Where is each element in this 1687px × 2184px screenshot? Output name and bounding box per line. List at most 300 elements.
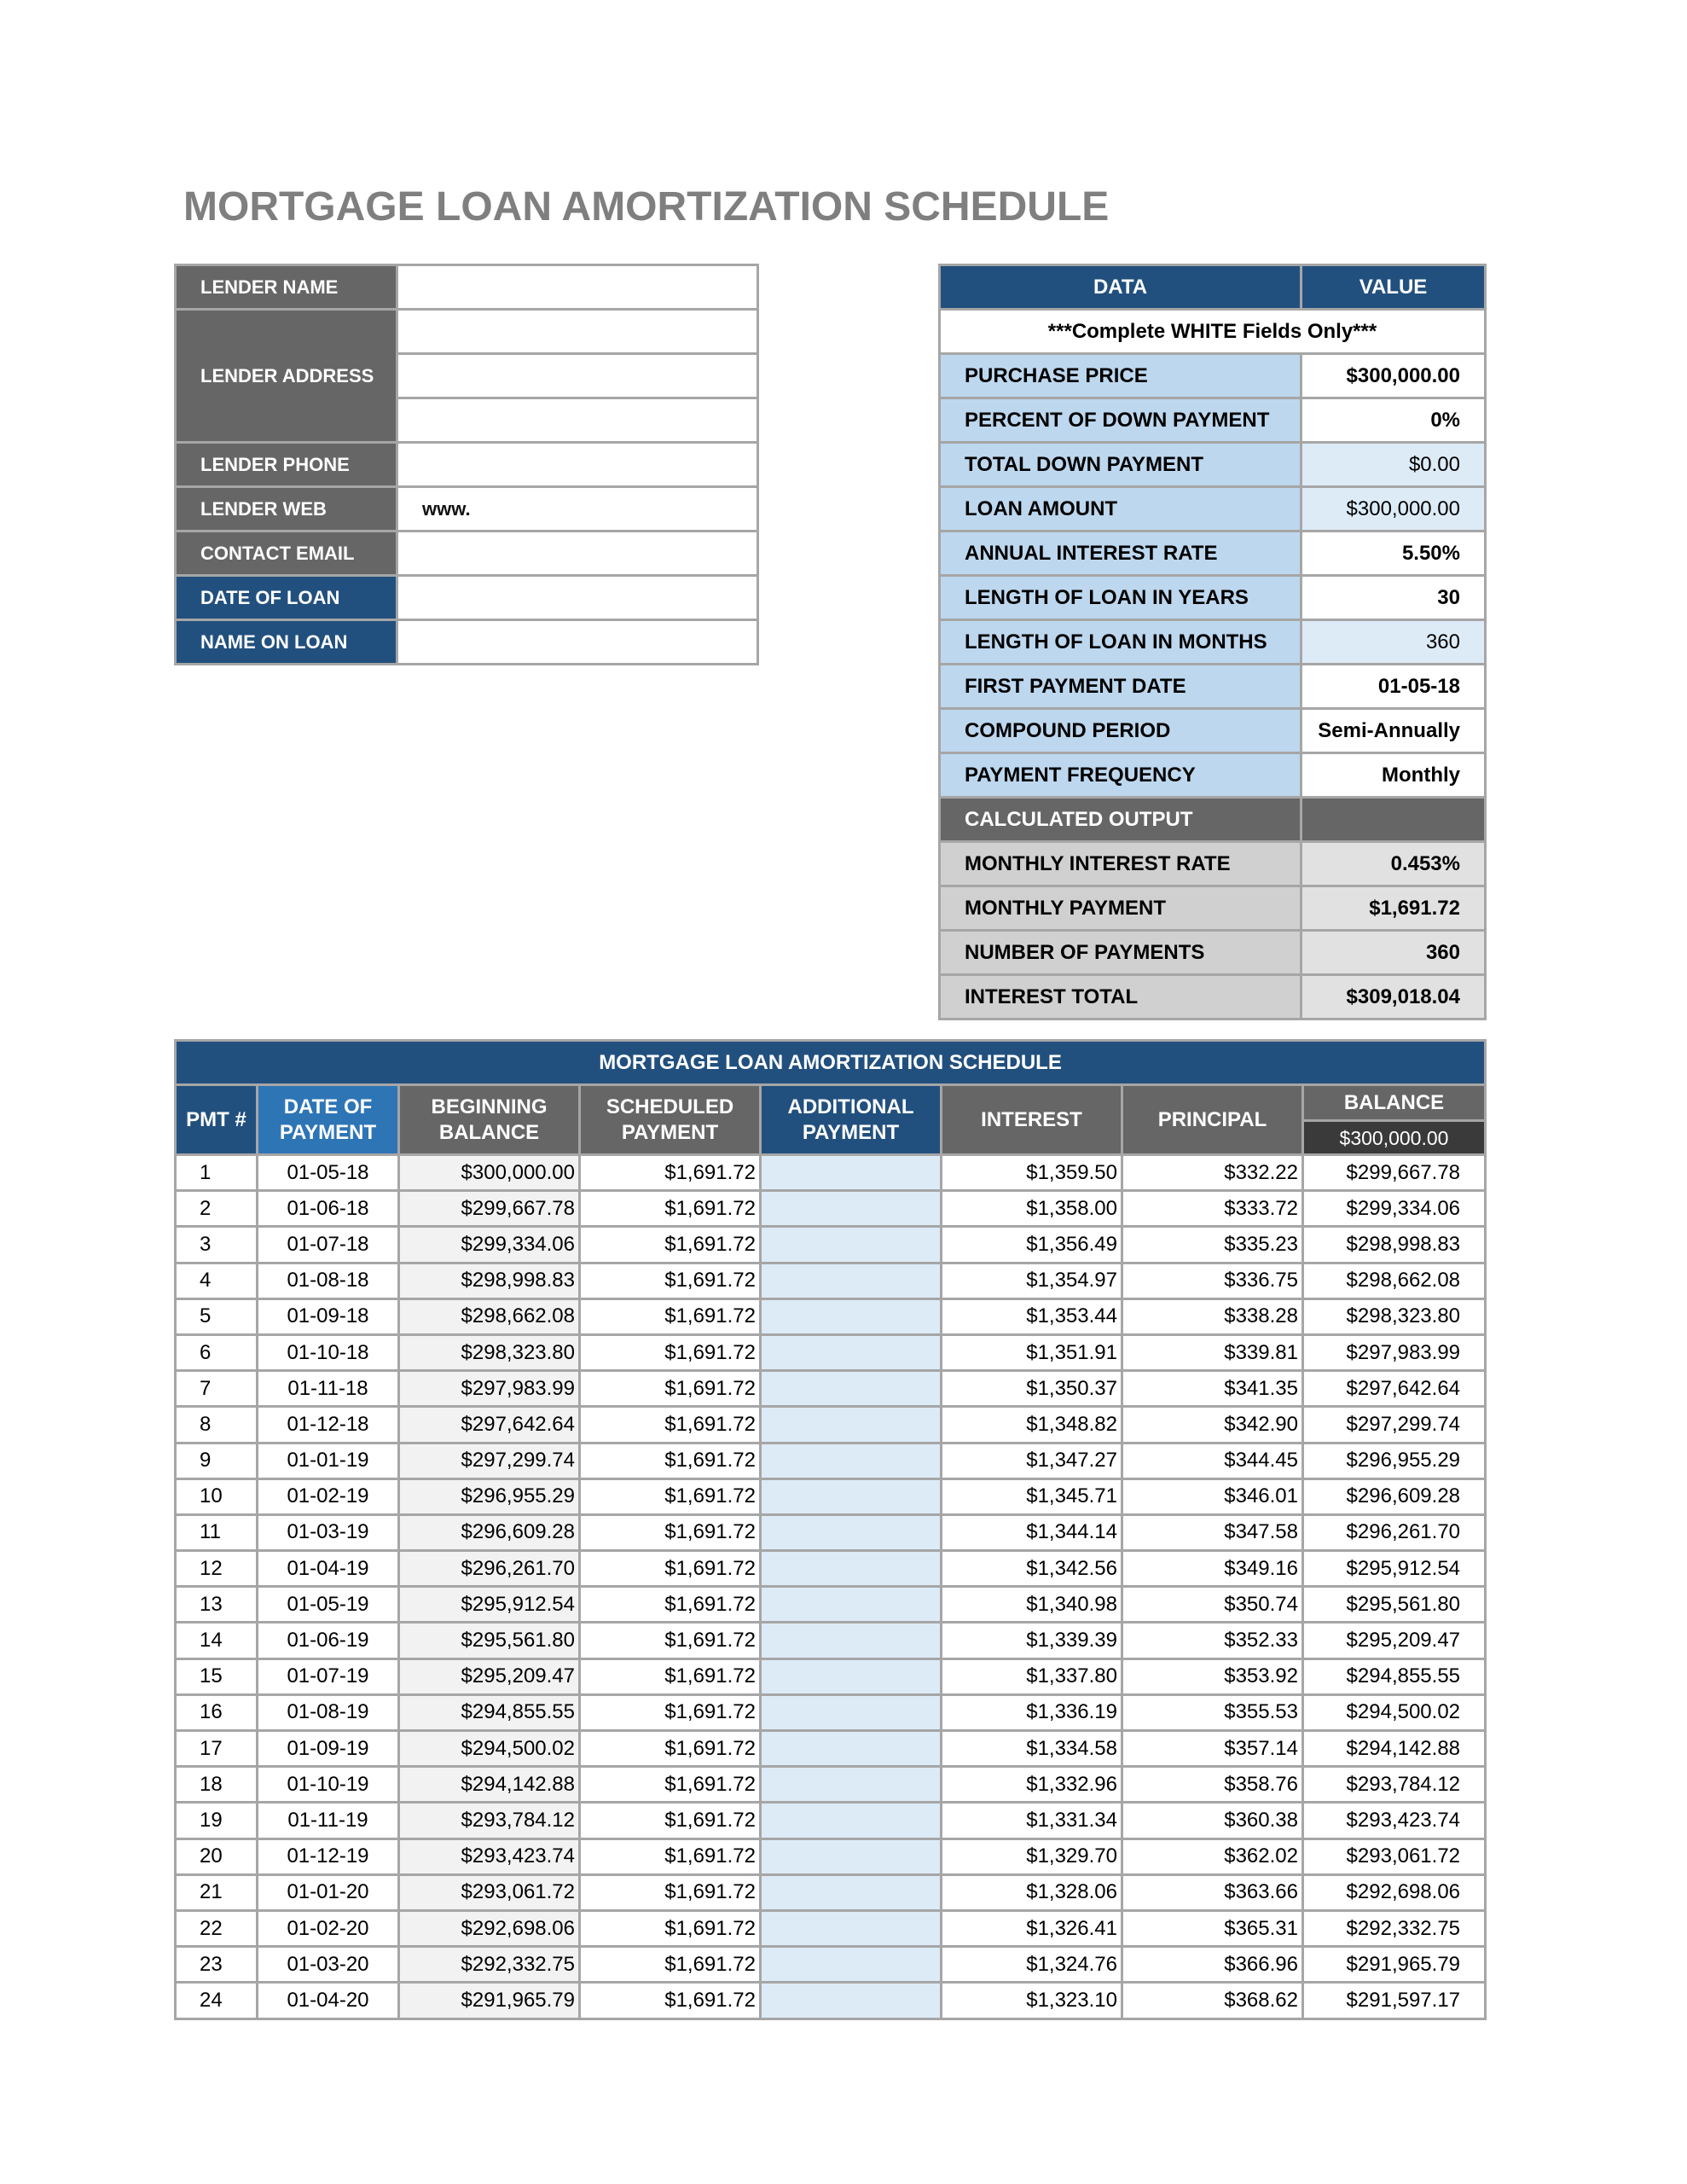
pmt-number-cell: 23 [176, 1947, 258, 1983]
payment-date-cell: 01-10-19 [258, 1767, 399, 1803]
table-row [176, 1731, 1486, 1767]
balance-cell: $295,209.47 [1303, 1623, 1486, 1658]
payment-date-cell: 01-06-18 [258, 1191, 399, 1227]
balance-cell: $297,983.99 [1303, 1334, 1486, 1370]
data-label: ANNUAL INTEREST RATE [940, 531, 1301, 576]
data-label: PERCENT OF DOWN PAYMENT [940, 398, 1301, 443]
additional-payment-field[interactable] [761, 1371, 942, 1407]
col-date-line1: DATE OF [283, 1095, 373, 1118]
payment-date-cell: 01-09-18 [258, 1298, 399, 1334]
principal-cell: $350.74 [1122, 1587, 1303, 1623]
table-row [176, 1514, 1486, 1550]
input-value-field[interactable]: 0% [1301, 398, 1486, 443]
balance-cell: $292,698.06 [1303, 1874, 1486, 1910]
lender-phone-label: LENDER PHONE [176, 443, 397, 487]
principal-cell: $368.62 [1122, 1983, 1303, 2018]
principal-cell: $360.38 [1122, 1803, 1303, 1838]
scheduled-payment-cell: $1,691.72 [580, 1947, 761, 1983]
interest-cell: $1,326.41 [942, 1910, 1122, 1946]
additional-payment-field[interactable] [761, 1838, 942, 1874]
calculated-output-header-blank [1301, 798, 1486, 842]
scheduled-payment-cell: $1,691.72 [580, 1767, 761, 1803]
lender-name-field[interactable] [397, 265, 758, 310]
additional-payment-field[interactable] [761, 1694, 942, 1730]
data-row [940, 620, 1486, 665]
additional-payment-field[interactable] [761, 1803, 942, 1838]
table-row [176, 1767, 1486, 1803]
scheduled-payment-cell: $1,691.72 [580, 1155, 761, 1191]
lender-address-line3-field[interactable] [397, 398, 758, 443]
input-value-field[interactable]: 30 [1301, 576, 1486, 620]
balance-cell: $295,912.54 [1303, 1551, 1486, 1587]
principal-cell: $341.35 [1122, 1371, 1303, 1407]
data-row [940, 531, 1486, 576]
lender-info-table [174, 264, 759, 665]
data-row [940, 665, 1486, 709]
table-row [176, 1551, 1486, 1587]
table-row [176, 1227, 1486, 1263]
input-value-field[interactable]: 5.50% [1301, 531, 1486, 576]
data-label: COMPOUND PERIOD [940, 709, 1301, 753]
input-value-field[interactable]: 01-05-18 [1301, 665, 1486, 709]
scheduled-payment-cell: $1,691.72 [580, 1227, 761, 1263]
pmt-number-cell: 13 [176, 1587, 258, 1623]
output-value: 0.453% [1301, 842, 1486, 886]
output-label: NUMBER OF PAYMENTS [940, 931, 1301, 975]
name-on-loan-label: NAME ON LOAN [176, 620, 397, 665]
beginning-balance-cell: $296,261.70 [399, 1551, 580, 1587]
beginning-balance-cell: $298,323.80 [399, 1334, 580, 1370]
calculated-value: $0.00 [1301, 443, 1486, 487]
col-balance: BALANCE [1303, 1085, 1486, 1121]
data-label: TOTAL DOWN PAYMENT [940, 443, 1301, 487]
interest-cell: $1,334.58 [942, 1731, 1122, 1767]
data-row [940, 576, 1486, 620]
lender-name-label: LENDER NAME [176, 265, 397, 310]
starting-balance: $300,000.00 [1303, 1121, 1486, 1155]
lender-web-field[interactable]: www. [397, 487, 758, 531]
balance-cell: $296,261.70 [1303, 1514, 1486, 1550]
beginning-balance-cell: $299,334.06 [399, 1227, 580, 1263]
additional-payment-field[interactable] [761, 1551, 942, 1587]
interest-cell: $1,339.39 [942, 1623, 1122, 1658]
data-label: LENGTH OF LOAN IN MONTHS [940, 620, 1301, 665]
contact-email-field[interactable] [397, 531, 758, 576]
pmt-number-cell: 22 [176, 1910, 258, 1946]
interest-cell: $1,350.37 [942, 1371, 1122, 1407]
principal-cell: $336.75 [1122, 1263, 1303, 1298]
data-row [940, 753, 1486, 798]
scheduled-payment-cell: $1,691.72 [580, 1910, 761, 1946]
pmt-number-cell: 18 [176, 1767, 258, 1803]
input-value-field[interactable]: Semi-Annually [1301, 709, 1486, 753]
principal-cell: $352.33 [1122, 1623, 1303, 1658]
additional-payment-field[interactable] [761, 1478, 942, 1514]
balance-cell: $292,332.75 [1303, 1910, 1486, 1946]
output-value: $309,018.04 [1301, 975, 1486, 1019]
col-add-line2: PAYMENT [802, 1120, 900, 1144]
payment-date-cell: 01-10-18 [258, 1334, 399, 1370]
pmt-number-cell: 17 [176, 1731, 258, 1767]
pmt-number-cell: 10 [176, 1478, 258, 1514]
payment-date-cell: 01-07-18 [258, 1227, 399, 1263]
beginning-balance-cell: $294,142.88 [399, 1767, 580, 1803]
payment-date-cell: 01-02-19 [258, 1478, 399, 1514]
lender-address-line1-field[interactable] [397, 310, 758, 354]
scheduled-payment-cell: $1,691.72 [580, 1803, 761, 1838]
loan-data-table [938, 264, 1487, 1020]
pmt-number-cell: 3 [176, 1227, 258, 1263]
interest-cell: $1,359.50 [942, 1155, 1122, 1191]
table-row [176, 1587, 1486, 1623]
principal-cell: $365.31 [1122, 1910, 1303, 1946]
instructions-note: ***Complete WHITE Fields Only*** [940, 310, 1486, 354]
scheduled-payment-cell: $1,691.72 [580, 1514, 761, 1550]
additional-payment-field[interactable] [761, 1910, 942, 1946]
table-row [176, 1407, 1486, 1443]
calculated-output-header: CALCULATED OUTPUT [940, 798, 1301, 842]
beginning-balance-cell: $292,332.75 [399, 1947, 580, 1983]
additional-payment-field[interactable] [761, 1407, 942, 1443]
interest-cell: $1,332.96 [942, 1767, 1122, 1803]
output-label: MONTHLY PAYMENT [940, 886, 1301, 931]
interest-cell: $1,356.49 [942, 1227, 1122, 1263]
additional-payment-field[interactable] [761, 1587, 942, 1623]
interest-cell: $1,344.14 [942, 1514, 1122, 1550]
table-row [176, 1263, 1486, 1298]
scheduled-payment-cell: $1,691.72 [580, 1298, 761, 1334]
amortization-schedule-table [174, 1039, 1487, 2020]
payment-date-cell: 01-03-19 [258, 1514, 399, 1550]
additional-payment-field[interactable] [761, 1227, 942, 1263]
schedule-title: MORTGAGE LOAN AMORTIZATION SCHEDULE [176, 1041, 1486, 1085]
payment-date-cell: 01-09-19 [258, 1731, 399, 1767]
pmt-number-cell: 24 [176, 1983, 258, 2018]
interest-cell: $1,340.98 [942, 1587, 1122, 1623]
date-of-loan-label: DATE OF LOAN [176, 576, 397, 620]
interest-cell: $1,353.44 [942, 1298, 1122, 1334]
table-row [176, 1371, 1486, 1407]
lender-phone-field[interactable] [397, 443, 758, 487]
balance-cell: $294,855.55 [1303, 1658, 1486, 1694]
balance-cell: $297,299.74 [1303, 1407, 1486, 1443]
table-row [176, 1838, 1486, 1874]
output-value: 360 [1301, 931, 1486, 975]
beginning-balance-cell: $293,784.12 [399, 1803, 580, 1838]
additional-payment-field[interactable] [761, 1731, 942, 1767]
pmt-number-cell: 5 [176, 1298, 258, 1334]
payment-date-cell: 01-01-19 [258, 1443, 399, 1478]
payment-date-cell: 01-12-18 [258, 1407, 399, 1443]
payment-date-cell: 01-04-20 [258, 1983, 399, 2018]
scheduled-payment-cell: $1,691.72 [580, 1478, 761, 1514]
pmt-number-cell: 16 [176, 1694, 258, 1730]
beginning-balance-cell: $294,500.02 [399, 1731, 580, 1767]
interest-cell: $1,331.34 [942, 1803, 1122, 1838]
additional-payment-field[interactable] [761, 1874, 942, 1910]
principal-cell: $349.16 [1122, 1551, 1303, 1587]
balance-cell: $299,667.78 [1303, 1155, 1486, 1191]
balance-cell: $291,597.17 [1303, 1983, 1486, 2018]
output-row [940, 931, 1486, 975]
col-add-line1: ADDITIONAL [787, 1095, 914, 1118]
beginning-balance-cell: $296,609.28 [399, 1514, 580, 1550]
principal-cell: $333.72 [1122, 1191, 1303, 1227]
lender-address-line2-field[interactable] [397, 354, 758, 398]
principal-cell: $344.45 [1122, 1443, 1303, 1478]
additional-payment-field[interactable] [761, 1623, 942, 1658]
interest-cell: $1,345.71 [942, 1478, 1122, 1514]
beginning-balance-cell: $292,698.06 [399, 1910, 580, 1946]
interest-cell: $1,348.82 [942, 1407, 1122, 1443]
principal-cell: $335.23 [1122, 1227, 1303, 1263]
interest-cell: $1,329.70 [942, 1838, 1122, 1874]
beginning-balance-cell: $297,642.64 [399, 1407, 580, 1443]
data-row [940, 398, 1486, 443]
scheduled-payment-cell: $1,691.72 [580, 1191, 761, 1227]
beginning-balance-cell: $295,561.80 [399, 1623, 580, 1658]
scheduled-payment-cell: $1,691.72 [580, 1551, 761, 1587]
table-row [176, 1874, 1486, 1910]
additional-payment-field[interactable] [761, 1983, 942, 2018]
principal-cell: $338.28 [1122, 1298, 1303, 1334]
beginning-balance-cell: $293,061.72 [399, 1874, 580, 1910]
additional-payment-field[interactable] [761, 1443, 942, 1478]
lender-address-label: LENDER ADDRESS [176, 310, 397, 443]
col-sched-line2: PAYMENT [621, 1120, 719, 1144]
principal-cell: $357.14 [1122, 1731, 1303, 1767]
date-of-loan-field[interactable] [397, 576, 758, 620]
pmt-number-cell: 14 [176, 1623, 258, 1658]
pmt-number-cell: 7 [176, 1371, 258, 1407]
pmt-number-cell: 21 [176, 1874, 258, 1910]
payment-date-cell: 01-08-18 [258, 1263, 399, 1298]
pmt-number-cell: 12 [176, 1551, 258, 1587]
balance-cell: $294,500.02 [1303, 1694, 1486, 1730]
calculated-value: $300,000.00 [1301, 487, 1486, 531]
principal-cell: $366.96 [1122, 1947, 1303, 1983]
scheduled-payment-cell: $1,691.72 [580, 1407, 761, 1443]
balance-cell: $298,323.80 [1303, 1298, 1486, 1334]
lender-web-label: LENDER WEB [176, 487, 397, 531]
page-title: MORTGAGE LOAN AMORTIZATION SCHEDULE [183, 184, 1110, 229]
data-column-header: DATA [940, 265, 1301, 310]
payment-date-cell: 01-11-18 [258, 1371, 399, 1407]
additional-payment-field[interactable] [761, 1947, 942, 1983]
interest-cell: $1,328.06 [942, 1874, 1122, 1910]
input-value-field[interactable]: $300,000.00 [1301, 354, 1486, 398]
balance-cell: $298,998.83 [1303, 1227, 1486, 1263]
loan-outputs [940, 842, 1486, 1019]
principal-cell: $342.90 [1122, 1407, 1303, 1443]
interest-cell: $1,358.00 [942, 1191, 1122, 1227]
col-sched-line1: SCHEDULED [606, 1095, 734, 1118]
scheduled-payment-cell: $1,691.72 [580, 1658, 761, 1694]
interest-cell: $1,323.10 [942, 1983, 1122, 2018]
pmt-number-cell: 8 [176, 1407, 258, 1443]
balance-cell: $296,609.28 [1303, 1478, 1486, 1514]
contact-email-label: CONTACT EMAIL [176, 531, 397, 576]
data-row [940, 354, 1486, 398]
scheduled-payment-cell: $1,691.72 [580, 1443, 761, 1478]
col-date-line2: PAYMENT [279, 1120, 377, 1144]
beginning-balance-cell: $300,000.00 [399, 1155, 580, 1191]
pmt-number-cell: 15 [176, 1658, 258, 1694]
data-label: FIRST PAYMENT DATE [940, 665, 1301, 709]
value-column-header: VALUE [1301, 265, 1486, 310]
col-interest: INTEREST [942, 1085, 1122, 1155]
payment-date-cell: 01-12-19 [258, 1838, 399, 1874]
pmt-number-cell: 19 [176, 1803, 258, 1838]
additional-payment-field[interactable] [761, 1263, 942, 1298]
output-value: $1,691.72 [1301, 886, 1486, 931]
beginning-balance-cell: $297,299.74 [399, 1443, 580, 1478]
table-row [176, 1298, 1486, 1334]
col-beg-line1: BEGINNING [431, 1095, 548, 1118]
interest-cell: $1,342.56 [942, 1551, 1122, 1587]
scheduled-payment-cell: $1,691.72 [580, 1694, 761, 1730]
balance-cell: $293,423.74 [1303, 1803, 1486, 1838]
col-scheduled-payment [580, 1085, 761, 1155]
pmt-number-cell: 2 [176, 1191, 258, 1227]
principal-cell: $332.22 [1122, 1155, 1303, 1191]
table-row [176, 1155, 1486, 1191]
col-beginning-balance [399, 1085, 580, 1155]
pmt-number-cell: 6 [176, 1334, 258, 1370]
table-row [176, 1623, 1486, 1658]
col-pmt-number: PMT # [176, 1085, 258, 1155]
payment-date-cell: 01-11-19 [258, 1803, 399, 1838]
data-label: LOAN AMOUNT [940, 487, 1301, 531]
schedule-rows [176, 1155, 1486, 2019]
balance-cell: $295,561.80 [1303, 1587, 1486, 1623]
scheduled-payment-cell: $1,691.72 [580, 1874, 761, 1910]
balance-cell: $293,784.12 [1303, 1767, 1486, 1803]
beginning-balance-cell: $294,855.55 [399, 1694, 580, 1730]
scheduled-payment-cell: $1,691.72 [580, 1838, 761, 1874]
beginning-balance-cell: $299,667.78 [399, 1191, 580, 1227]
col-principal: PRINCIPAL [1122, 1085, 1303, 1155]
data-row [940, 487, 1486, 531]
payment-date-cell: 01-08-19 [258, 1694, 399, 1730]
balance-cell: $291,965.79 [1303, 1947, 1486, 1983]
principal-cell: $358.76 [1122, 1767, 1303, 1803]
principal-cell: $339.81 [1122, 1334, 1303, 1370]
pmt-number-cell: 20 [176, 1838, 258, 1874]
scheduled-payment-cell: $1,691.72 [580, 1334, 761, 1370]
principal-cell: $347.58 [1122, 1514, 1303, 1550]
additional-payment-field[interactable] [761, 1298, 942, 1334]
table-row [176, 1694, 1486, 1730]
col-additional-payment [761, 1085, 942, 1155]
pmt-number-cell: 1 [176, 1155, 258, 1191]
principal-cell: $362.02 [1122, 1838, 1303, 1874]
beginning-balance-cell: $293,423.74 [399, 1838, 580, 1874]
payment-date-cell: 01-05-18 [258, 1155, 399, 1191]
interest-cell: $1,336.19 [942, 1694, 1122, 1730]
payment-date-cell: 01-02-20 [258, 1910, 399, 1946]
payment-date-cell: 01-06-19 [258, 1623, 399, 1658]
loan-inputs [940, 354, 1486, 798]
additional-payment-field[interactable] [761, 1334, 942, 1370]
data-row [940, 443, 1486, 487]
additional-payment-field[interactable] [761, 1191, 942, 1227]
balance-cell: $298,662.08 [1303, 1263, 1486, 1298]
col-date-of-payment [258, 1085, 399, 1155]
beginning-balance-cell: $295,912.54 [399, 1587, 580, 1623]
table-row [176, 1478, 1486, 1514]
pmt-number-cell: 11 [176, 1514, 258, 1550]
payment-date-cell: 01-01-20 [258, 1874, 399, 1910]
name-on-loan-field[interactable] [397, 620, 758, 665]
beginning-balance-cell: $296,955.29 [399, 1478, 580, 1514]
table-row [176, 1191, 1486, 1227]
output-label: MONTHLY INTEREST RATE [940, 842, 1301, 886]
balance-cell: $294,142.88 [1303, 1731, 1486, 1767]
table-row [176, 1658, 1486, 1694]
table-row [176, 1443, 1486, 1478]
balance-cell: $297,642.64 [1303, 1371, 1486, 1407]
scheduled-payment-cell: $1,691.72 [580, 1371, 761, 1407]
scheduled-payment-cell: $1,691.72 [580, 1587, 761, 1623]
output-row [940, 842, 1486, 886]
payment-date-cell: 01-07-19 [258, 1658, 399, 1694]
beginning-balance-cell: $297,983.99 [399, 1371, 580, 1407]
calculated-value: 360 [1301, 620, 1486, 665]
beginning-balance-cell: $298,662.08 [399, 1298, 580, 1334]
principal-cell: $363.66 [1122, 1874, 1303, 1910]
principal-cell: $346.01 [1122, 1478, 1303, 1514]
table-row [176, 1910, 1486, 1946]
scheduled-payment-cell: $1,691.72 [580, 1263, 761, 1298]
additional-payment-field[interactable] [761, 1767, 942, 1803]
scheduled-payment-cell: $1,691.72 [580, 1731, 761, 1767]
col-beg-line2: BALANCE [438, 1120, 540, 1144]
table-row [176, 1334, 1486, 1370]
interest-cell: $1,324.76 [942, 1947, 1122, 1983]
payment-date-cell: 01-03-20 [258, 1947, 399, 1983]
table-row [176, 1947, 1486, 1983]
interest-cell: $1,337.80 [942, 1658, 1122, 1694]
principal-cell: $353.92 [1122, 1658, 1303, 1694]
output-row [940, 886, 1486, 931]
pmt-number-cell: 4 [176, 1263, 258, 1298]
balance-cell: $296,955.29 [1303, 1443, 1486, 1478]
data-label: PAYMENT FREQUENCY [940, 753, 1301, 798]
table-row [176, 1983, 1486, 2018]
pmt-number-cell: 9 [176, 1443, 258, 1478]
balance-cell: $293,061.72 [1303, 1838, 1486, 1874]
scheduled-payment-cell: $1,691.72 [580, 1983, 761, 2018]
data-row [940, 709, 1486, 753]
additional-payment-field[interactable] [761, 1658, 942, 1694]
interest-cell: $1,351.91 [942, 1334, 1122, 1370]
input-value-field[interactable]: Monthly [1301, 753, 1486, 798]
additional-payment-field[interactable] [761, 1514, 942, 1550]
additional-payment-field[interactable] [761, 1155, 942, 1191]
data-label: PURCHASE PRICE [940, 354, 1301, 398]
interest-cell: $1,354.97 [942, 1263, 1122, 1298]
balance-cell: $299,334.06 [1303, 1191, 1486, 1227]
principal-cell: $355.53 [1122, 1694, 1303, 1730]
table-row [176, 1803, 1486, 1838]
beginning-balance-cell: $298,998.83 [399, 1263, 580, 1298]
beginning-balance-cell: $295,209.47 [399, 1658, 580, 1694]
data-label: LENGTH OF LOAN IN YEARS [940, 576, 1301, 620]
interest-cell: $1,347.27 [942, 1443, 1122, 1478]
output-label: INTEREST TOTAL [940, 975, 1301, 1019]
beginning-balance-cell: $291,965.79 [399, 1983, 580, 2018]
